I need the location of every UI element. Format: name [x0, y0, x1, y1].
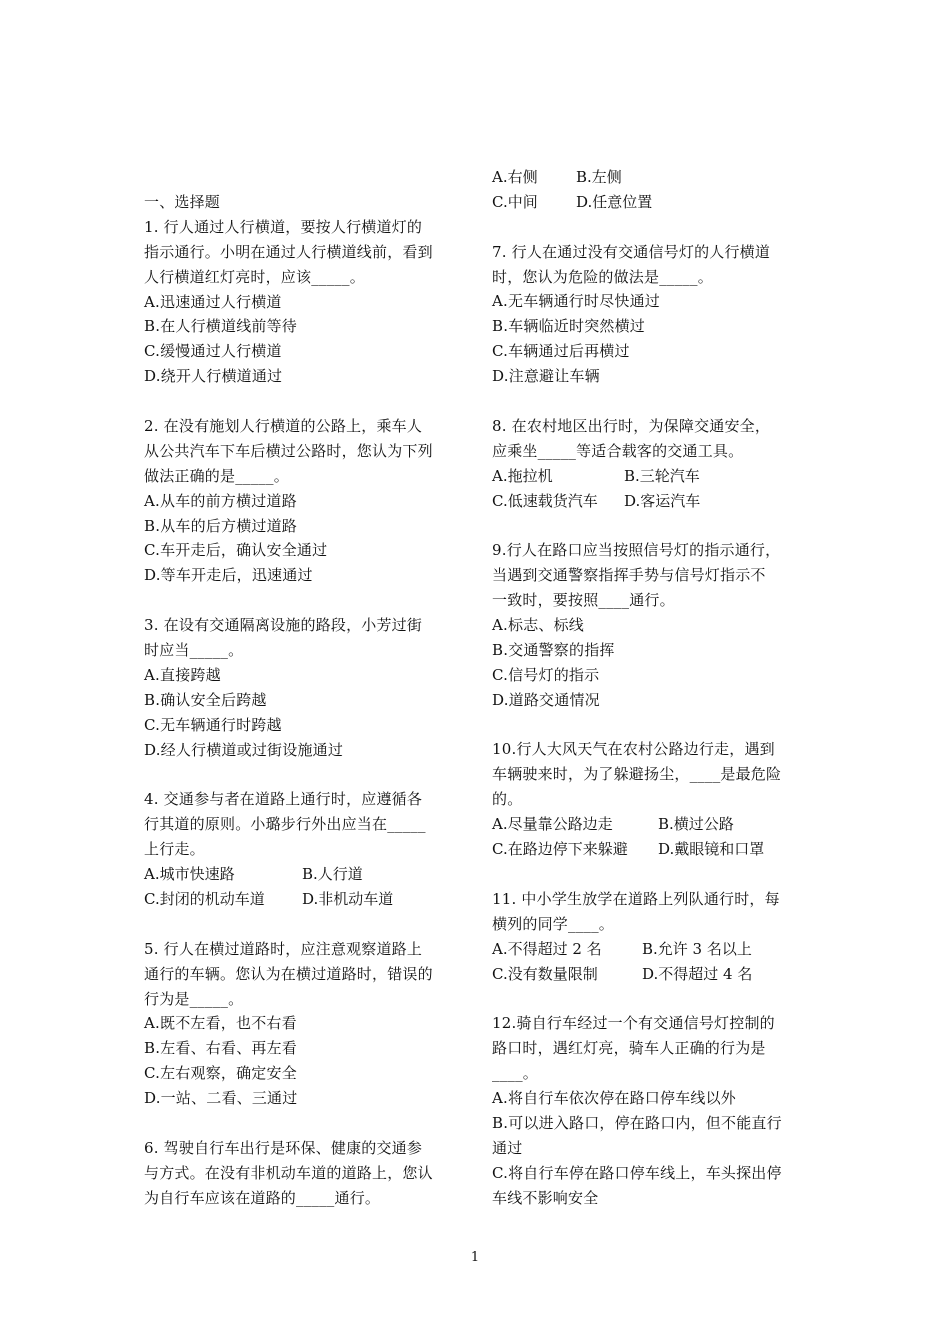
q4-option: C.封闭的机动车道 [144, 889, 265, 908]
left-column [144, 190, 474, 1211]
q4-line: 上行走。 [144, 840, 205, 859]
q12-line: 路口时，遇红灯亮，骑车人正确的行为是 [492, 1039, 766, 1058]
q10-option: A.尽量靠公路边走 [492, 815, 613, 834]
q10-line: 车辆驶来时，为了躲避扬尘，____是最危险 [492, 765, 782, 784]
q6-line: 6. 驾驶自行车出行是环保、健康的交通参 [144, 1138, 423, 1157]
q10-line: 10.行人大风天气在农村公路边行走，遇到 [492, 740, 775, 759]
q4-option: A.城市快速路 [144, 865, 235, 884]
q5-line: 5. 行人在横过道路时，应注意观察道路上 [144, 939, 423, 958]
q5-line: 通行的车辆。您认为在横过道路时，错误的 [144, 964, 433, 983]
q11-option: C.没有数量限制 [492, 964, 598, 983]
q7-line: 时，您认为危险的做法是_____。 [492, 267, 713, 286]
q9-line: 9.行人在路口应当按照信号灯的指示通行， [492, 541, 781, 560]
q3-line: 时应当_____。 [144, 641, 244, 660]
q11-option: B.允许 3 名以上 [642, 939, 752, 958]
q8-option: D.客运汽车 [624, 491, 701, 510]
q8-options-row [492, 489, 822, 514]
q3-option: D.经人行横道或过街设施通过 [144, 740, 344, 759]
q5-line: 行为是_____。 [144, 989, 244, 1008]
q9-line: 当遇到交通警察指挥手势与信号灯指示不 [492, 566, 766, 585]
q3-line: 3. 在设有交通隔离设施的路段，小芳过街 [144, 616, 423, 635]
q4-line: 行其道的原则。小璐步行外出应当在_____ [144, 815, 426, 834]
q10-option: C.在路边停下来躲避 [492, 840, 628, 859]
q2-option: D.等车开走后，迅速通过 [144, 566, 313, 585]
q6-line: 与方式。在没有非机动车道的道路上，您认 [144, 1163, 433, 1182]
q11-line: 横列的同学____。 [492, 914, 615, 933]
q6-options-row [492, 165, 822, 190]
section-title: 一、选择题 [144, 193, 221, 211]
q12-line: 12.骑自行车经过一个有交通信号灯控制的 [492, 1014, 775, 1033]
q11-option: D.不得超过 4 名 [642, 964, 753, 983]
q6-line: 为自行车应该在道路的_____通行。 [144, 1188, 381, 1207]
q6-options-row [492, 190, 822, 215]
q9-option: A.标志、标线 [492, 616, 585, 635]
q5-option: D.一站、二看、三通过 [144, 1089, 298, 1108]
q9-option: B.交通警察的指挥 [492, 640, 615, 659]
q5-option: A.既不左看，也不右看 [144, 1014, 297, 1033]
q11-options-row [492, 937, 822, 962]
q8-line: 8. 在农村地区出行时，为保障交通安全， [492, 416, 771, 435]
q6-option: B.左侧 [576, 168, 622, 186]
q12-option: C.将自行车停在路口停车线上，车头探出停 [492, 1163, 782, 1182]
q1-line: 人行横道红灯亮时，应该_____。 [144, 267, 365, 286]
q1-option: D.绕开人行横道通过 [144, 367, 283, 386]
q10-line: 的。 [492, 790, 523, 809]
q7-option: D.注意避让车辆 [492, 367, 600, 386]
q12-option: 车线不影响安全 [492, 1188, 599, 1207]
q3-option: B.确认安全后跨越 [144, 690, 267, 709]
q10-option: B.横过公路 [658, 815, 734, 834]
q10-options-row [492, 812, 822, 837]
q8-options-row [492, 464, 822, 489]
q4-option: D.非机动车道 [302, 889, 394, 908]
right-column [492, 165, 822, 1210]
q12-line: ____。 [492, 1064, 539, 1083]
q1-option: B.在人行横道线前等待 [144, 317, 297, 336]
q1-line: 1. 行人通过人行横道，要按人行横道灯的 [144, 217, 423, 236]
q12-option: A.将自行车依次停在路口停车线以外 [492, 1088, 737, 1107]
q10-option: D.戴眼镜和口罩 [658, 840, 765, 859]
q2-option: B.从车的后方横过道路 [144, 516, 297, 535]
q6-option: C.中间 [492, 192, 538, 211]
q6-option: A.右侧 [492, 168, 538, 186]
q7-option: A.无车辆通行时尽快通过 [492, 292, 661, 311]
q11-options-row [492, 962, 822, 987]
q2-line: 从公共汽车下车后横过公路时，您认为下列 [144, 441, 433, 460]
q6-option: D.任意位置 [576, 192, 653, 211]
q4-options-row [144, 862, 474, 887]
q4-line: 4. 交通参与者在道路上通行时，应遵循各 [144, 790, 423, 809]
q7-option: B.车辆临近时突然横过 [492, 317, 645, 336]
q9-option: D.道路交通情况 [492, 690, 600, 709]
q8-option: B.三轮汽车 [624, 466, 700, 485]
q10-options-row [492, 837, 822, 862]
q2-option: C.车开走后，确认安全通过 [144, 541, 328, 560]
q9-option: C.信号灯的指示 [492, 665, 600, 684]
q11-option: A.不得超过 2 名 [492, 939, 602, 958]
q9-line: 一致时，要按照____通行。 [492, 591, 675, 610]
q2-line: 做法正确的是_____。 [144, 466, 289, 485]
q7-line: 7. 行人在通过没有交通信号灯的人行横道 [492, 242, 771, 261]
q11-line: 11. 中小学生放学在道路上列队通行时，每 [492, 889, 780, 908]
q2-line: 2. 在没有施划人行横道的公路上，乘车人 [144, 417, 423, 436]
q8-line: 应乘坐_____等适合载客的交通工具。 [492, 441, 744, 460]
q5-option: C.左右观察，确定安全 [144, 1064, 297, 1083]
q3-option: C.无车辆通行时跨越 [144, 715, 282, 734]
q1-option: C.缓慢通过人行横道 [144, 342, 282, 361]
q12-option: B.可以进入路口，停在路口内，但不能直行 [492, 1113, 782, 1132]
q2-option: A.从车的前方横过道路 [144, 491, 297, 510]
page-number: 1 [470, 1250, 480, 1265]
q5-option: B.左看、右看、再左看 [144, 1039, 297, 1058]
q1-option: A.迅速通过人行横道 [144, 292, 282, 311]
q8-option: A.拖拉机 [492, 466, 553, 485]
q3-option: A.直接跨越 [144, 665, 221, 684]
q8-option: C.低速载货汽车 [492, 491, 598, 510]
q1-line: 指示通行。小明在通过人行横道线前，看到 [144, 242, 433, 261]
q12-option: 通过 [492, 1138, 523, 1157]
q4-option: B.人行道 [302, 865, 363, 884]
q4-options-row [144, 887, 474, 912]
q7-option: C.车辆通过后再横过 [492, 342, 630, 361]
